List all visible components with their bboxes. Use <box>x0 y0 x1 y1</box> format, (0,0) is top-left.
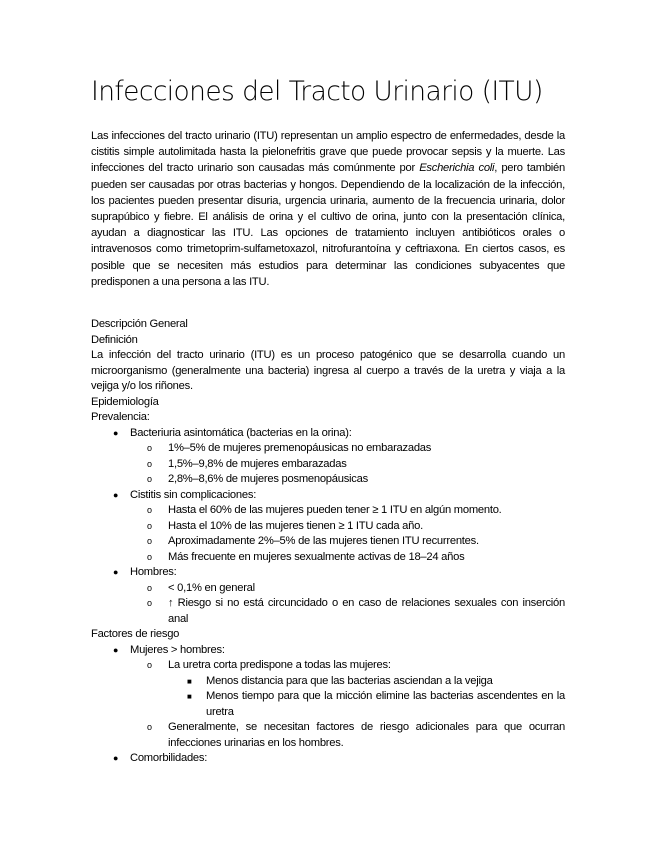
list-item-text: Hasta el 60% de las mujeres pueden tener ≥ 1 ITU en algún momento. <box>168 504 502 516</box>
circle-bullet-icon: o <box>147 505 152 515</box>
risk-heading: Factores de riesgo <box>91 628 180 640</box>
circle-bullet-icon: o <box>147 660 152 670</box>
list-item <box>91 426 565 488</box>
list-item-text: Más frecuente en mujeres sexualmente activas de 18–24 años <box>168 550 465 563</box>
list-item <box>130 581 565 597</box>
prevalence-heading: Prevalencia: <box>91 411 150 423</box>
risk-list <box>91 643 565 767</box>
list-item-text: < 0,1% en general <box>168 581 255 594</box>
list-item-text: Menos distancia para que las bacterias asciendan a la vejiga <box>206 674 493 687</box>
risk-comorbidities-label: Comorbilidades: <box>130 752 208 764</box>
sublist <box>130 441 565 488</box>
square-bullet-icon: ■ <box>187 692 192 701</box>
list-item-text: 1,5%–9,8% de mujeres embarazadas <box>168 457 347 470</box>
intro-text-end: , pero también pueden ser causadas por otras bacterias y hongos. Dependiendo de la localización de la infección, los pacientes pueden presentar disuria, urgencia urinaria, aumento de la frecuencia urinaria, dolor suprapúbico y fiebre. El análisis de orina y el cultivo de orina, junto con la presentación clínica, ayudan a diagnosticar las ITU. Las opciones de tratamiento incluyen antibióticos orales o intravenosos como trimetoprim-sulfametoxazol, nitrofurantoína y ceftriaxona. En ciertos casos, es posible que se necesiten más estudios para determinar las condiciones subyacentes que predisponen a una persona a las ITU. <box>91 162 565 288</box>
prevalence-label: Bacteriuria asintomática (bacterias en la orina): <box>130 426 352 439</box>
list-item <box>91 565 565 627</box>
list-item-text: 1%–5% de mujeres premenopáusicas no embarazadas <box>168 442 432 454</box>
circle-bullet-icon: o <box>147 474 152 484</box>
document-body <box>91 317 565 767</box>
list-item <box>130 472 565 488</box>
list-item <box>130 457 565 473</box>
circle-bullet-icon: o <box>147 458 152 469</box>
bullet-icon: ● <box>113 753 119 763</box>
sublist <box>130 503 565 565</box>
bullet-icon: ● <box>113 427 119 438</box>
list-item <box>130 596 565 627</box>
list-item <box>168 689 565 720</box>
circle-bullet-icon: o <box>147 536 152 546</box>
circle-bullet-icon: o <box>147 582 152 593</box>
list-item <box>130 720 565 751</box>
list-item <box>91 643 565 752</box>
circle-bullet-icon: o <box>147 520 152 531</box>
list-item <box>130 503 565 519</box>
square-bullet-icon: ■ <box>187 676 192 686</box>
prevalence-label: Cistitis sin complicaciones: <box>130 488 257 501</box>
definition-heading: Definición <box>91 333 138 346</box>
prevalence-list <box>91 426 565 628</box>
list-item-text: ↑ Riesgo si no está circuncidado o en caso de relaciones sexuales con inserción anal <box>168 597 565 625</box>
list-item <box>130 658 565 720</box>
circle-bullet-icon: o <box>147 551 152 562</box>
page-title: Infecciones del Tracto Urinario (ITU) <box>91 76 543 107</box>
prevalence-label: Hombres: <box>130 566 177 578</box>
bullet-icon: ● <box>113 567 119 577</box>
circle-bullet-icon: o <box>147 443 152 453</box>
sublist <box>168 674 565 721</box>
intro-paragraph <box>91 128 565 290</box>
list-item <box>130 534 565 550</box>
list-item <box>168 674 565 690</box>
risk-urethra-label: La uretra corta predispone a todas las mujeres: <box>168 659 391 671</box>
risk-men-note: Generalmente, se necesitan factores de riesgo adicionales para que ocurran infecciones urinarias en los hombres. <box>168 721 565 749</box>
list-item-text: 2,8%–8,6% de mujeres posmenopáusicas <box>168 473 368 485</box>
intro-italic-organism: Escherichia coli <box>419 162 495 175</box>
definition-text: La infección del tracto urinario (ITU) es un proceso patogénico que se desarrolla cuando un microorganismo (generalmente una bacteria) ingresa al cuerpo a través de la uretra y viaja a la vejiga y/o los riñones. <box>91 349 565 392</box>
list-item-text: Aproximadamente 2%–5% de las mujeres tienen ITU recurrentes. <box>168 535 479 547</box>
overview-heading: Descripción General <box>91 318 188 330</box>
risk-women-label: Mujeres > hombres: <box>130 643 225 656</box>
bullet-icon: ● <box>113 489 119 500</box>
intro-text-start: Las infecciones del tracto urinario (ITU) representan un amplio espectro de enfermedades, desde la cistitis simple autolimitada hasta la pielonefritis grave que puede provocar sepsis y la muerte. Las infecciones del tracto urinario son causadas más comúnmente por <box>91 130 565 175</box>
list-item <box>130 550 565 566</box>
sublist <box>130 581 565 628</box>
circle-bullet-icon: o <box>147 722 152 732</box>
list-item-text: Hasta el 10% de las mujeres tienen ≥ 1 ITU cada año. <box>168 519 423 532</box>
epidemiology-heading: Epidemiología <box>91 395 159 408</box>
circle-bullet-icon: o <box>147 598 152 608</box>
list-item <box>130 441 565 457</box>
list-item-text: Menos tiempo para que la micción elimine las bacterias ascendentes en la uretra <box>206 690 565 718</box>
list-item <box>91 488 565 566</box>
list-item <box>130 519 565 535</box>
list-item <box>91 751 565 767</box>
bullet-icon: ● <box>113 644 119 655</box>
sublist <box>130 658 565 751</box>
